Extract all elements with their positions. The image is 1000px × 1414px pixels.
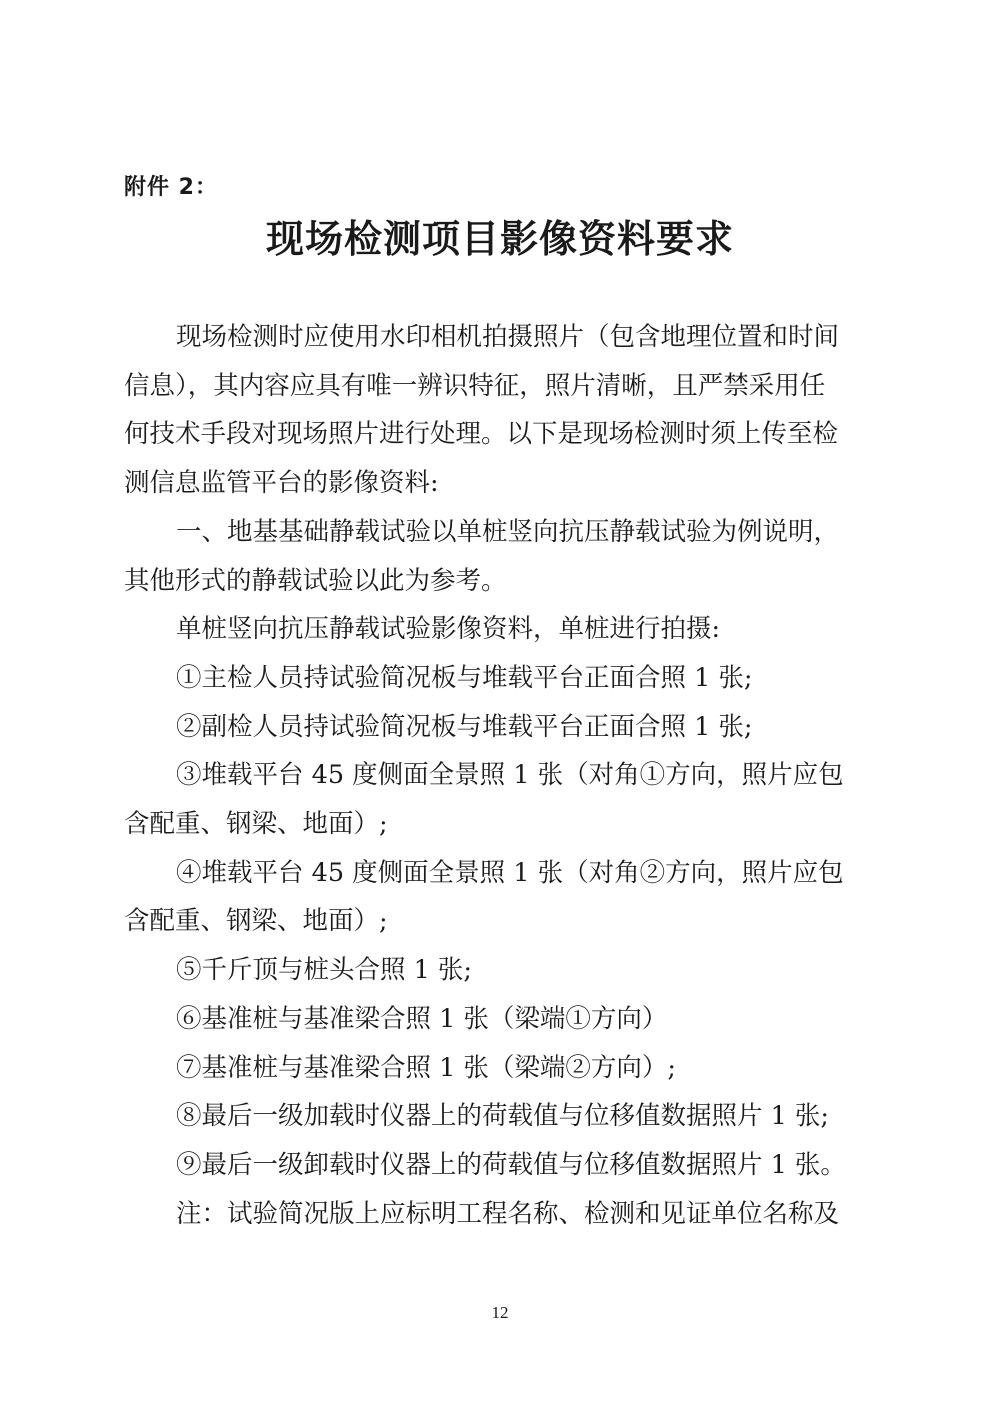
text-line: ⑤千斤顶与桩头合照 1 张;: [176, 955, 473, 986]
text-line: ⑨最后一级卸载时仪器上的荷载值与位移值数据照片 1 张。: [176, 1149, 846, 1180]
text-line: 现场检测时应使用水印相机拍摄照片（包含地理位置和时间: [176, 322, 840, 352]
subsection-paragraph: [124, 605, 866, 654]
intro-paragraph: [124, 313, 866, 508]
text-line: ③堆载平台 45 度侧面全景照 1 张（对角①方向，照片应包: [176, 760, 844, 791]
list-item: [124, 1092, 866, 1141]
list-item: [124, 654, 866, 703]
list-item: [124, 751, 866, 848]
text-line: 一、地基基础静载试验以单桩竖向抗压静载试验为例说明，: [176, 516, 840, 547]
text-line: ②副检人员持试验简况板与堆载平台正面合照 1 张;: [176, 711, 753, 742]
list-item: [124, 1044, 866, 1093]
page-number: 12: [491, 1303, 509, 1322]
text-line: ①主检人员持试验简况板与堆载平台正面合照 1 张;: [176, 662, 753, 693]
text-line: ⑧最后一级加载时仪器上的荷载值与位移值数据照片 1 张;: [176, 1101, 830, 1132]
list-item: [124, 1141, 866, 1190]
text-line: 何技术手段对现场照片进行处理。以下是现场检测时须上传至检: [124, 419, 839, 450]
text-line: ⑦基准桩与基准梁合照 1 张（梁端②方向）;: [176, 1052, 677, 1083]
text-line: 注：试验简况版上应标明工程名称、检测和见证单位名称及: [176, 1198, 840, 1229]
list-item: [124, 995, 866, 1044]
section-heading-paragraph: [124, 508, 866, 605]
text-line: 信息），其内容应具有唯一辨识特征，照片清晰，且严禁采用任: [124, 370, 826, 401]
text-line: ④堆载平台 45 度侧面全景照 1 张（对角②方向，照片应包: [176, 857, 844, 888]
page-title: 现场检测项目影像资料要求: [265, 217, 734, 261]
document-body: [124, 313, 866, 1238]
list-item: [124, 849, 866, 946]
text-line: ⑥基准桩与基准梁合照 1 张（梁端①方向）: [176, 1003, 668, 1034]
list-item: [124, 703, 866, 752]
attachment-label: 附件 2：: [124, 175, 218, 200]
text-line: 含配重、钢梁、地面）;: [124, 906, 388, 937]
list-item: [124, 946, 866, 995]
text-line: 单桩竖向抗压静载试验影像资料，单桩进行拍摄:: [176, 614, 721, 645]
text-line: 测信息监管平台的影像资料:: [124, 468, 439, 499]
text-line: 其他形式的静载试验以此为参考。: [124, 565, 507, 596]
text-line: 含配重、钢梁、地面）;: [124, 809, 388, 840]
note-paragraph: [124, 1190, 866, 1239]
